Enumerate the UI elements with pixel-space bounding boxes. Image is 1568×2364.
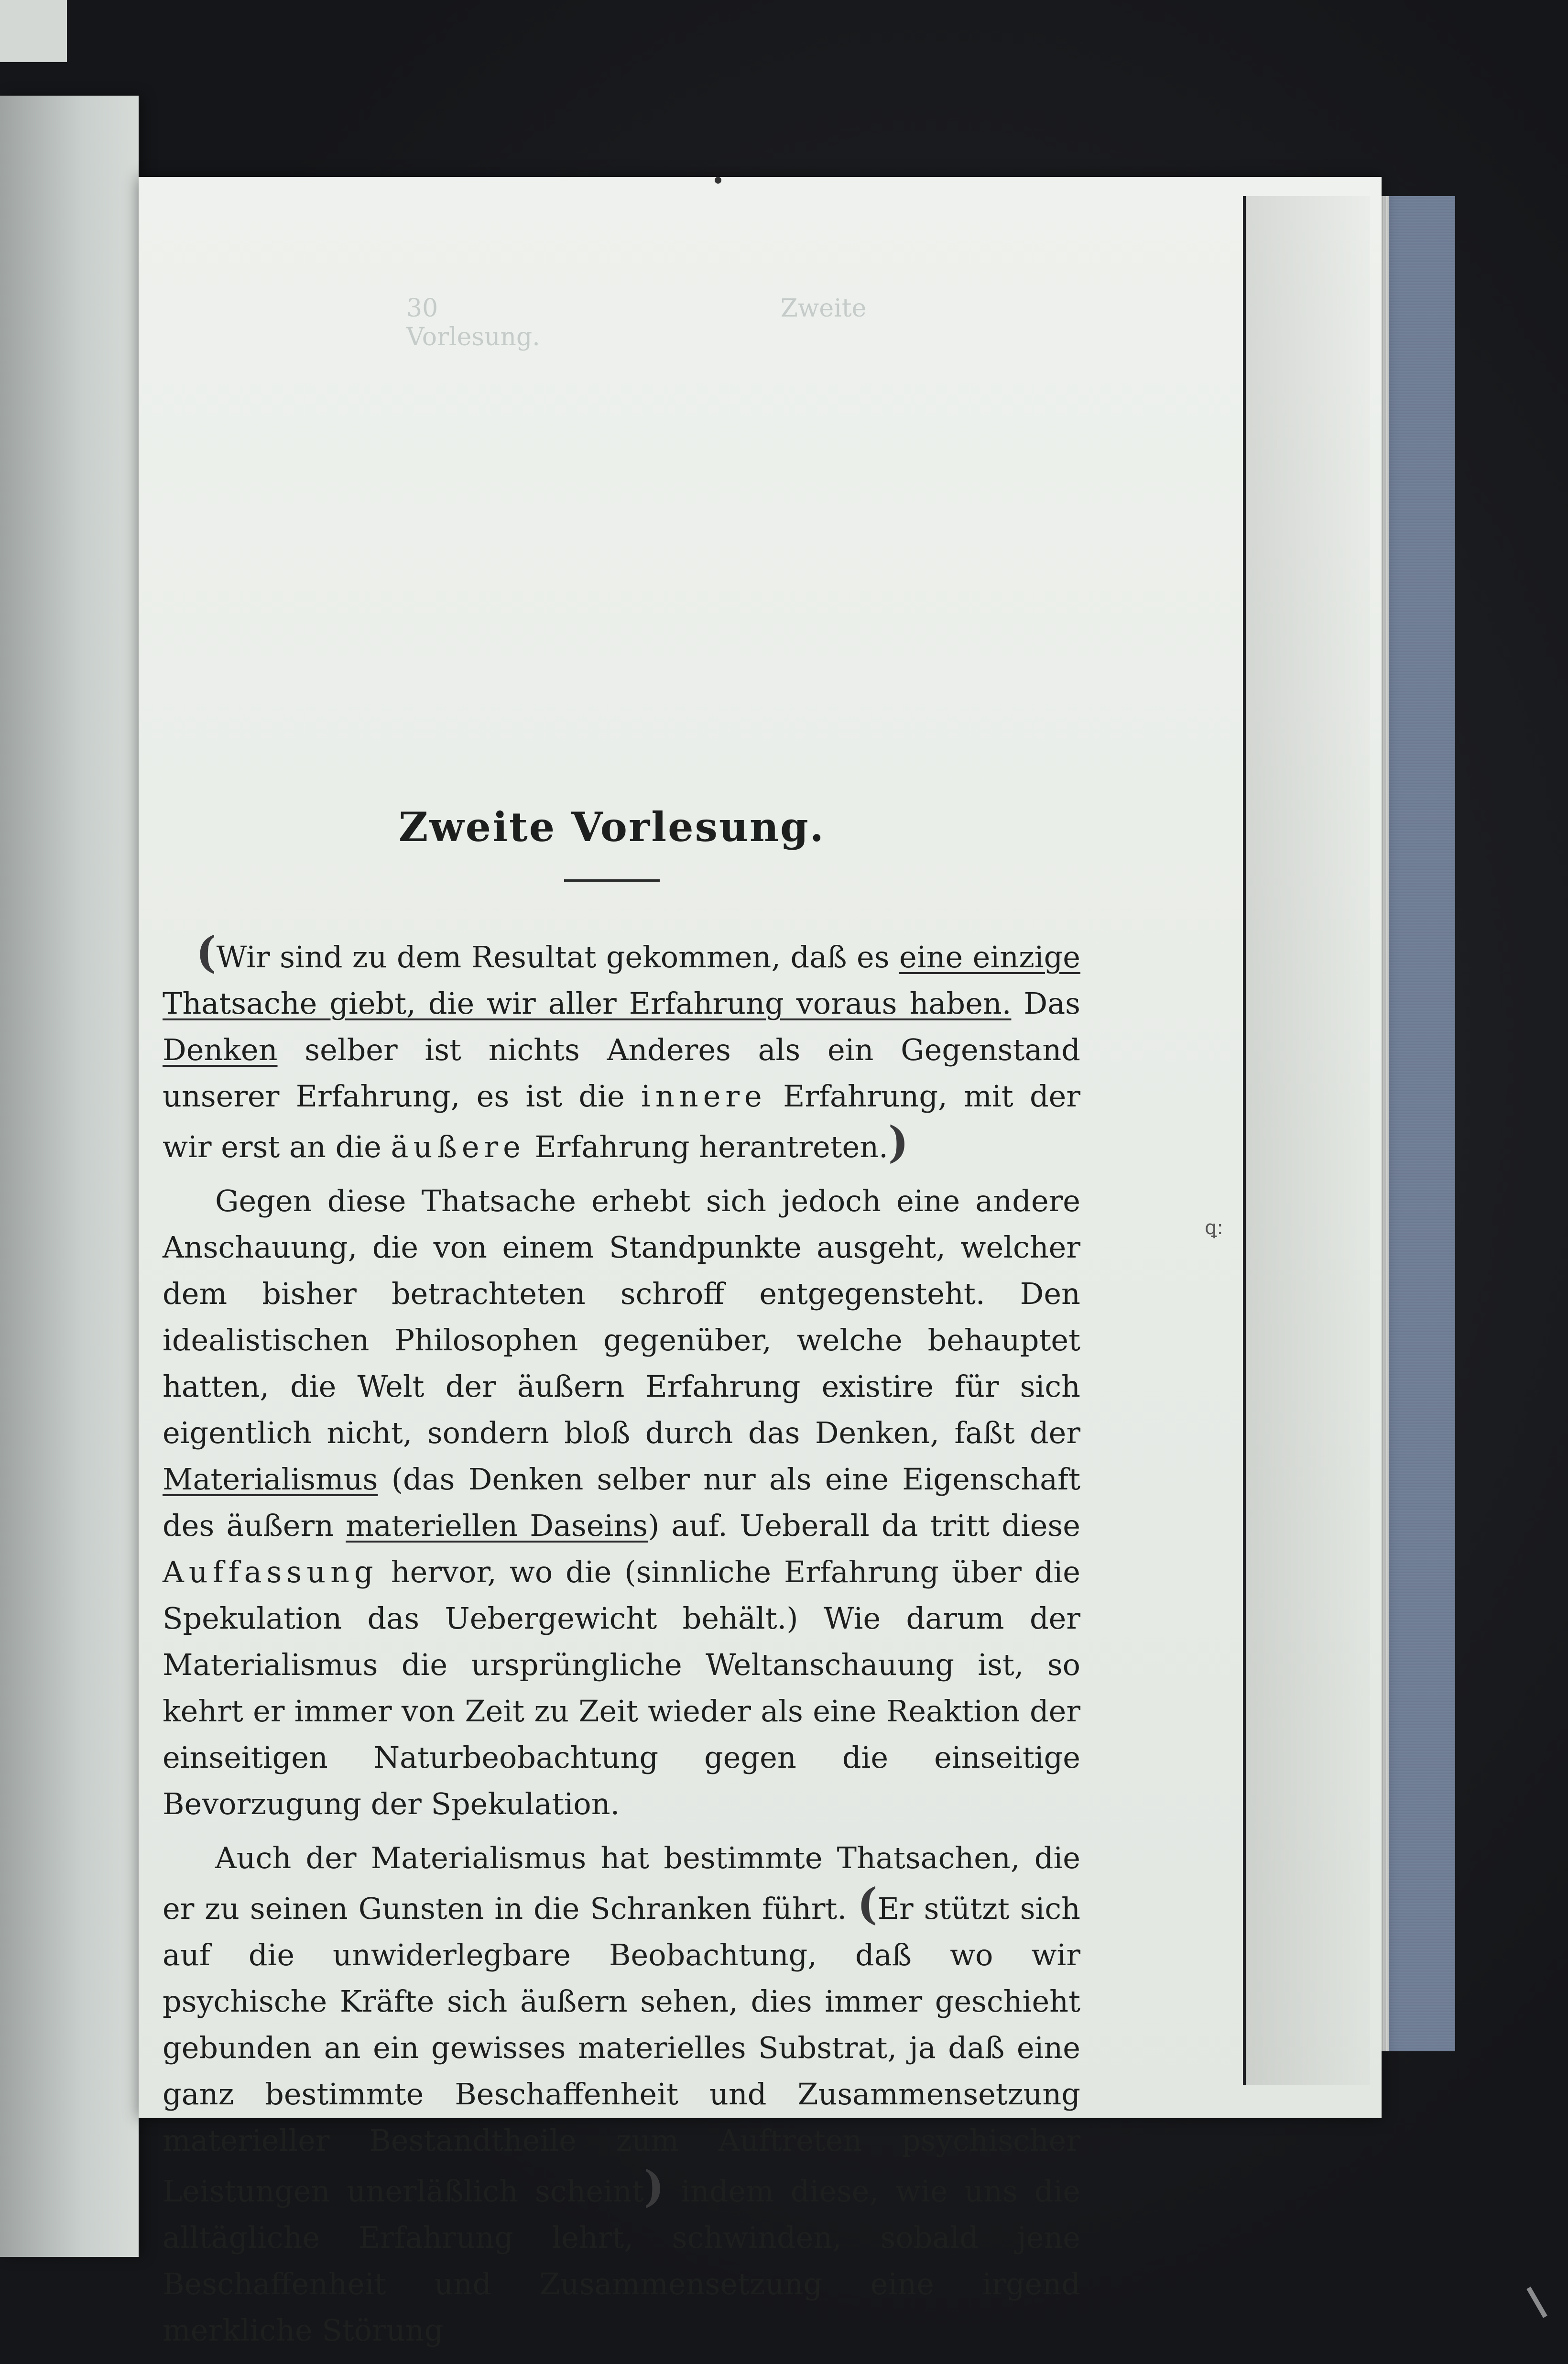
emphasis-auffassung: Auffassung [163, 1554, 378, 1589]
paragraph-1-text: Wir sind zu dem Resultat gekommen, daß es [216, 940, 900, 974]
paragraph-1-text-3: selber ist nichts Anderes als ein Gegenstand unserer Erfahrung, es ist die [163, 1032, 1080, 1114]
page-text [163, 574, 1080, 2361]
paragraph-1-text-2: Das [1011, 986, 1080, 1021]
paragraph-2 [163, 1178, 1080, 1827]
underlined-word: Denken [163, 1032, 278, 1067]
paragraph-3-text-2: Er stützt sich auf die unwiderlegbare Beobachtung, daß wo wir psychische Kräfte sich äußern sehen, dies immer geschieht gebunden an ein gewisses materielles Substrat, ja daß eine ganz bestimmte Beschaffenheit und Zusammensetzung materieller Bestandtheile zum Auftreten psychischer Leistungen unerläßlich scheint [163, 1891, 1080, 2209]
underlined-phrase: eine einzige Thatsache giebt, die wir aller Erfahrung voraus haben. [163, 940, 1080, 1021]
paragraph-3 [163, 1835, 1080, 2353]
ink-dot [715, 177, 721, 184]
paragraph-2-text-3: ) auf. Ueberall da tritt diese [648, 1508, 1080, 1543]
pencil-bracket-close: ) [888, 1117, 909, 1168]
gutter-shadow [1246, 196, 1370, 2085]
running-head-number: 30 [406, 294, 438, 323]
pencil-bracket-open-2: ( [857, 1879, 878, 1929]
bleed-through-running-head [406, 294, 1123, 351]
paragraph-2-text: Gegen diese Thatsache erhebt sich jedoch eine andere Anschauung, die von einem Standpunkte ausgeht, welcher dem bisher betrachteten schroff entgegensteht. Den idealistischen Philosophen gegenüber, welche behauptet hatten, die Welt der äußern Erfahrung existire für sich eigentlich nicht, sondern bloß durch das Denken, faßt der [163, 1183, 1080, 1450]
heading-rule [564, 879, 660, 882]
paragraph-1-text-4: Erfahrung, mit der wir erst an die [163, 1079, 1080, 1164]
running-head-title: Zweite Vorlesung. [406, 294, 867, 351]
paragraph-3-text-3: indem diese, wie uns die alltägliche Erfahrung lehrt, schwinden, sobald jene Beschaffenheit und Zusammensetzung eine irgend merkliche Störung [163, 2174, 1081, 2348]
emphasis-aeussere: äußere [391, 1129, 525, 1164]
paragraph-1 [163, 927, 1080, 1170]
background-scratch [1526, 2287, 1547, 2318]
underlined-materialismus: Materialismus [163, 1462, 378, 1497]
paragraph-3-text: Auch der Materialismus hat bestimmte Thatsachen, die er zu seinen Gunsten in die Schranken führt. [163, 1840, 1080, 1926]
paragraph-1-text-5: Erfahrung herantreten. [525, 1129, 888, 1164]
previous-page-corner [0, 0, 67, 62]
pencil-bracket-open: ( [196, 927, 217, 978]
paragraph-2-text-2: (das Denken selber nur als eine Eigenschaft des äußern [163, 1462, 1080, 1543]
gutter-line [1243, 196, 1246, 2085]
pencil-bracket-close-2: ) [643, 2161, 664, 2212]
emphasis-innere: innere [641, 1079, 767, 1114]
left-page-edge [0, 96, 139, 2257]
underlined-materiellen-daseins: materiellen Daseins [346, 1508, 648, 1543]
chapter-heading: Zweite Vorlesung. [399, 803, 825, 851]
paragraph-2-text-4: hervor, wo die (sinnliche Erfahrung über die Spekulation das Uebergewicht behält.) Wie darum der Materialismus die ursprüngliche Weltanschauung ist, so kehrt er immer von Zeit zu Zeit wieder als eine Reaktion der einseitigen Naturbeobachtung gegen die einseitige Bevorzugung der Spekulation. [163, 1554, 1080, 1821]
margin-pencil-mark: ꝗ: [1205, 1217, 1223, 1239]
